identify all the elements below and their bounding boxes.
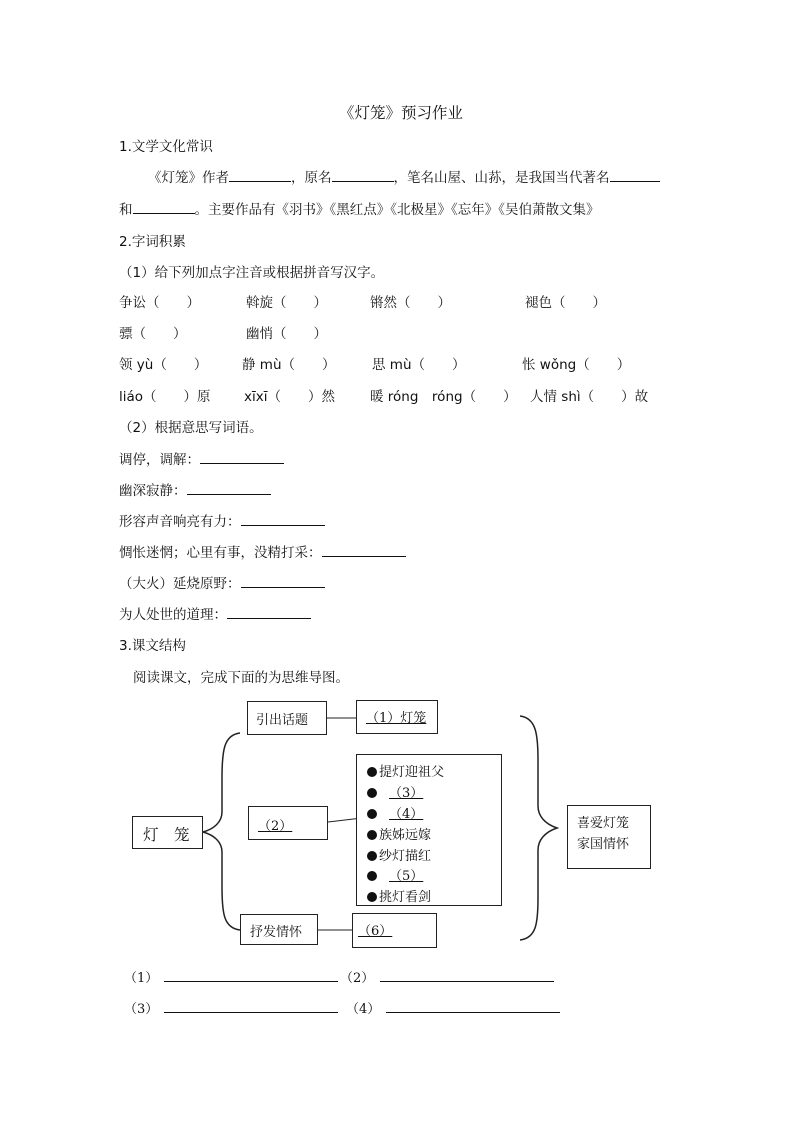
answer-row	[346, 998, 560, 1017]
bullet-icon	[367, 851, 377, 861]
word-item: 领 yù（ ）	[119, 357, 208, 373]
bullet-icon	[367, 788, 377, 798]
topic-node-label: 引出话题	[256, 713, 309, 728]
line2-text-a: 和	[119, 202, 133, 218]
page-title: 《灯笼》预习作业	[339, 104, 464, 122]
line2-text-b: 。主要作品有《羽书》《黑红点》《北极星》《忘年》《吴伯萧散文集》	[194, 202, 600, 218]
section3-heading: 3.课文结构	[119, 638, 186, 654]
answer-node-6-label: （6）	[358, 924, 393, 939]
answer-label: （3）	[124, 1002, 159, 1017]
answer-node-1-label: （1）灯笼	[366, 711, 427, 726]
definition-label: 调停，调解：	[119, 452, 200, 468]
word-item: xīxī（ ）然	[244, 389, 335, 405]
word-item: 褪色（ ）	[525, 295, 606, 311]
section2-sub1: （1）给下列加点字注音或根据拼音写汉字。	[119, 265, 385, 281]
word-item: 思 mù（ ）	[372, 357, 466, 373]
answer-label: （2）	[340, 971, 375, 986]
definition-label: 形容声音响亮有力：	[119, 514, 241, 530]
word-item: 斡旋（ ）	[246, 295, 327, 311]
answer-blank[interactable]	[386, 998, 560, 1013]
bullet-icon	[367, 767, 377, 777]
center-node-label: 灯 笼	[143, 826, 190, 844]
conclusion-line1: 喜爱灯笼	[577, 816, 630, 831]
list-item: 提灯迎祖父	[367, 761, 444, 780]
answer-blank[interactable]	[380, 967, 554, 982]
word-item: liáo（ ）原	[119, 389, 211, 405]
answer-label: （4）	[346, 1002, 381, 1017]
left-brace	[203, 733, 240, 930]
word-item: 暖 róng róng（ ）	[370, 389, 517, 405]
word-item: 骠（ ）	[119, 326, 187, 342]
right-brace	[520, 716, 557, 940]
answer-row	[124, 998, 338, 1017]
bullet-icon	[367, 809, 377, 819]
word-item: 幽悄（ ）	[246, 326, 327, 342]
line1-text-b: ，原名	[291, 170, 332, 186]
word-item: 锵然（ ）	[370, 295, 451, 311]
word-item: 人情 shì（ ）故	[530, 389, 649, 405]
word-item: 静 mù（ ）	[242, 357, 336, 373]
conclusion-line2: 家国情怀	[577, 837, 630, 852]
list-item: （5）	[367, 865, 423, 884]
answer-node-2-label: （2）	[258, 819, 293, 834]
section1-heading: 1.文学文化常识	[119, 139, 213, 155]
list-item: 挑灯看剑	[367, 886, 431, 905]
bullet-icon	[367, 871, 377, 881]
line1-text-a: 《灯笼》作者	[148, 170, 229, 186]
definition-label: （大火）延烧原野：	[119, 576, 241, 592]
section2-heading: 2.字词积累	[119, 234, 186, 250]
answer-blank[interactable]	[164, 967, 338, 982]
bullet-icon	[367, 830, 377, 840]
answer-label: （1）	[124, 971, 159, 986]
emotion-node-label: 抒发情怀	[250, 925, 303, 940]
list-item: 纱灯描红	[367, 845, 431, 864]
word-item: 怅 wǒng（ ）	[522, 357, 631, 373]
section2-sub2: （2）根据意思写词语。	[119, 420, 263, 436]
bullet-icon	[367, 892, 377, 902]
section3-instruction: 阅读课文，完成下面的为思维导图。	[133, 670, 349, 686]
word-item: 争讼（ ）	[119, 295, 200, 311]
list-item: 族姊远嫁	[367, 824, 431, 843]
list-item: （3）	[367, 782, 423, 801]
definition-label: 惆怅迷惘；心里有事，没精打采：	[119, 545, 322, 561]
list-item: （4）	[367, 803, 423, 822]
answer-row	[124, 967, 338, 986]
line1-text-c: ，笔名山屋、山荪，是我国当代著名	[393, 170, 610, 186]
answer-blank[interactable]	[164, 998, 338, 1013]
answer-row	[340, 967, 554, 986]
definition-label: 为人处世的道理：	[119, 607, 227, 623]
definition-label: 幽深寂静：	[119, 483, 187, 499]
